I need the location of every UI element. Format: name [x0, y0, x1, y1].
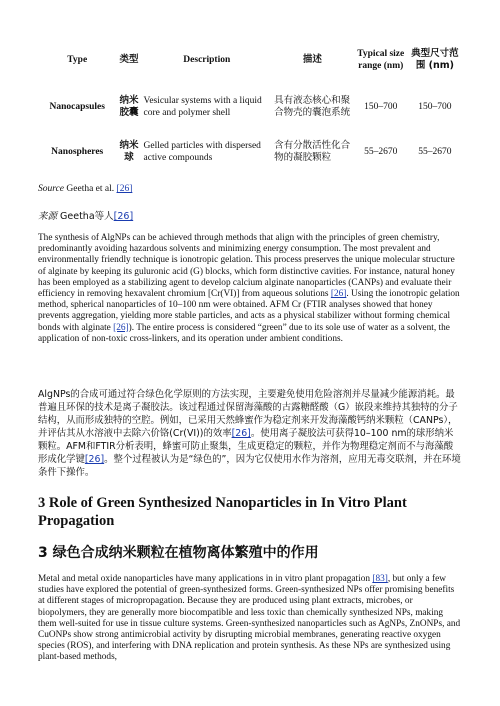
paragraph-synthesis-zh	[38, 388, 461, 479]
cell-size-zh: 55–2670	[418, 147, 452, 157]
cell-description-zh: 含有分散活性化合物的凝胶颗粒	[274, 140, 351, 163]
cell-type: Nanocapsules	[49, 102, 105, 112]
source-text-zh: Geetha等人	[57, 211, 114, 222]
source-text: Geetha et al.	[64, 184, 117, 194]
paragraph-text: 。使用离子凝胶法可获得10–100 nm的球形纳米颗粒。AFM和FTIR分析表明，蜂蜜可防止聚集，生成更稳定的颗粒，并作为物理稳定剂而不与海藻酸形成化学键	[38, 428, 454, 465]
cell-size: 55–2670	[364, 147, 398, 157]
source-label-zh: 来源	[38, 211, 58, 222]
header-description-zh: 描述	[302, 54, 322, 65]
paragraph-text: 。整个过程被认为是“绿色的”，因为它仅使用水作为溶剂，应用无毒交联剂，并在环境条件下操作。	[38, 454, 461, 478]
header-size: Typical size range (nm)	[357, 49, 405, 71]
paragraph-in-vitro	[38, 574, 461, 664]
source-label: Source	[38, 184, 65, 194]
citation-link[interactable]: [26]	[113, 322, 129, 333]
cell-description: Vesicular systems with a liquid core and polymer shell	[143, 96, 262, 118]
header-type: Type	[67, 55, 88, 65]
cell-description-zh: 具有液态核心和聚合物壳的囊泡系统	[274, 95, 351, 118]
section-heading: 3 Role of Green Synthesized Nanoparticles in In Vitro Plant Propagation	[38, 495, 407, 529]
source-ref-link[interactable]: [26]	[116, 184, 133, 194]
paragraph-synthesis	[38, 233, 461, 345]
source-ref-link-zh[interactable]: [26]	[113, 211, 134, 222]
section-heading-zh: 3 绿色合成纳米颗粒在植物离体繁殖中的作用	[38, 545, 319, 561]
cell-size: 150–700	[364, 102, 398, 112]
paragraph-text: ). The entire process is considered “green” due to its sole use of water as a solvent, the application of non-toxic cross-linkers, and its operation under ambient conditions.	[38, 322, 450, 344]
citation-link[interactable]: [83]	[372, 574, 388, 584]
citation-link[interactable]: [26]	[330, 289, 347, 300]
cell-type-zh: 纳米球	[119, 140, 139, 163]
header-size-zh: 典型尺寸范围 (nm)	[411, 48, 459, 71]
paragraph-text: , but only a few studies have explored the potential of green-synthesized forms. Green-synthesized NPs offer promising benefits at different stages of micropropagation. Because they are produced using plant extracts, microbes, or biopolymers, they are generally more biocompatible and less toxic than chemically synthesized NPs, making them well-suited for use in tissue culture systems. Green-synthesized nanoparticles such as AgNPs, ZnONPs, and CuONPs show strong antimicrobial activity by disrupting microbial membranes, generating reactive oxygen species (ROS), and interfering with DNA replication and protein synthesis. As these NPs are synthesized using plant-based methods,	[38, 574, 461, 663]
table-source	[38, 184, 132, 194]
citation-link[interactable]: [26]	[84, 454, 105, 465]
nanoparticle-type-table	[38, 38, 461, 172]
cell-type: Nanospheres	[51, 147, 104, 157]
paragraph-text: Metal and metal oxide nanoparticles have many applications in in vitro plant propagation	[38, 574, 373, 584]
table-row	[38, 132, 461, 172]
cell-type-zh: 纳米胶囊	[119, 95, 139, 118]
header-description: Description	[183, 55, 231, 65]
paragraph-text: AlgNPs的合成可通过符合绿色化学原则的方法实现，主要避免使用危险溶剂并尽量减少能源消耗。最普遍且环保的技术是离子凝胶法。该过程通过保留海藻酸的古露糖醛酸（G）嵌段来维持其独特的分子结构，从而形成独特的空腔。例如，已采用天然蜂蜜作为稳定剂来开发海藻酸钙纳米颗粒（CANPs），并评估其从水溶液中去除六价铬(Cr(VI))的效率	[38, 389, 458, 439]
paragraph-text: The synthesis of AlgNPs can be achieved through methods that align with the principles of green chemistry, predominantly avoiding hazardous solvents and minimizing energy consumption. The most prevalent and environmentally friendly technique is ionotropic gelation. This process preserves the unique molecular structure of alginate by keeping its guluronic acid (G) blocks, which form distinctive cavities. For instance, natural honey has been employed as a stabilizing agent to develop calcium alginate nanoparticles (CANPs) and evaluate their efficiency in removing hexavalent chromium [Cr(VI)] from aqueous solutions	[38, 233, 455, 300]
citation-link[interactable]: [26]	[231, 428, 251, 439]
table-row	[38, 82, 461, 132]
paragraph-text: . Using the ionotropic gelation method, spherical nanoparticles of 10–100 nm were obtained. AFM Cr (FTIR analyses showed that honey prevents aggregation, yielding more stable particles, and acts as a physical stabilizer without forming chemical bonds with alginate	[38, 289, 460, 333]
table-source-zh	[38, 208, 133, 222]
cell-description: Gelled particles with dispersed active compounds	[143, 141, 261, 163]
cell-size-zh: 150–700	[418, 102, 452, 112]
header-type-zh: 类型	[119, 54, 139, 65]
